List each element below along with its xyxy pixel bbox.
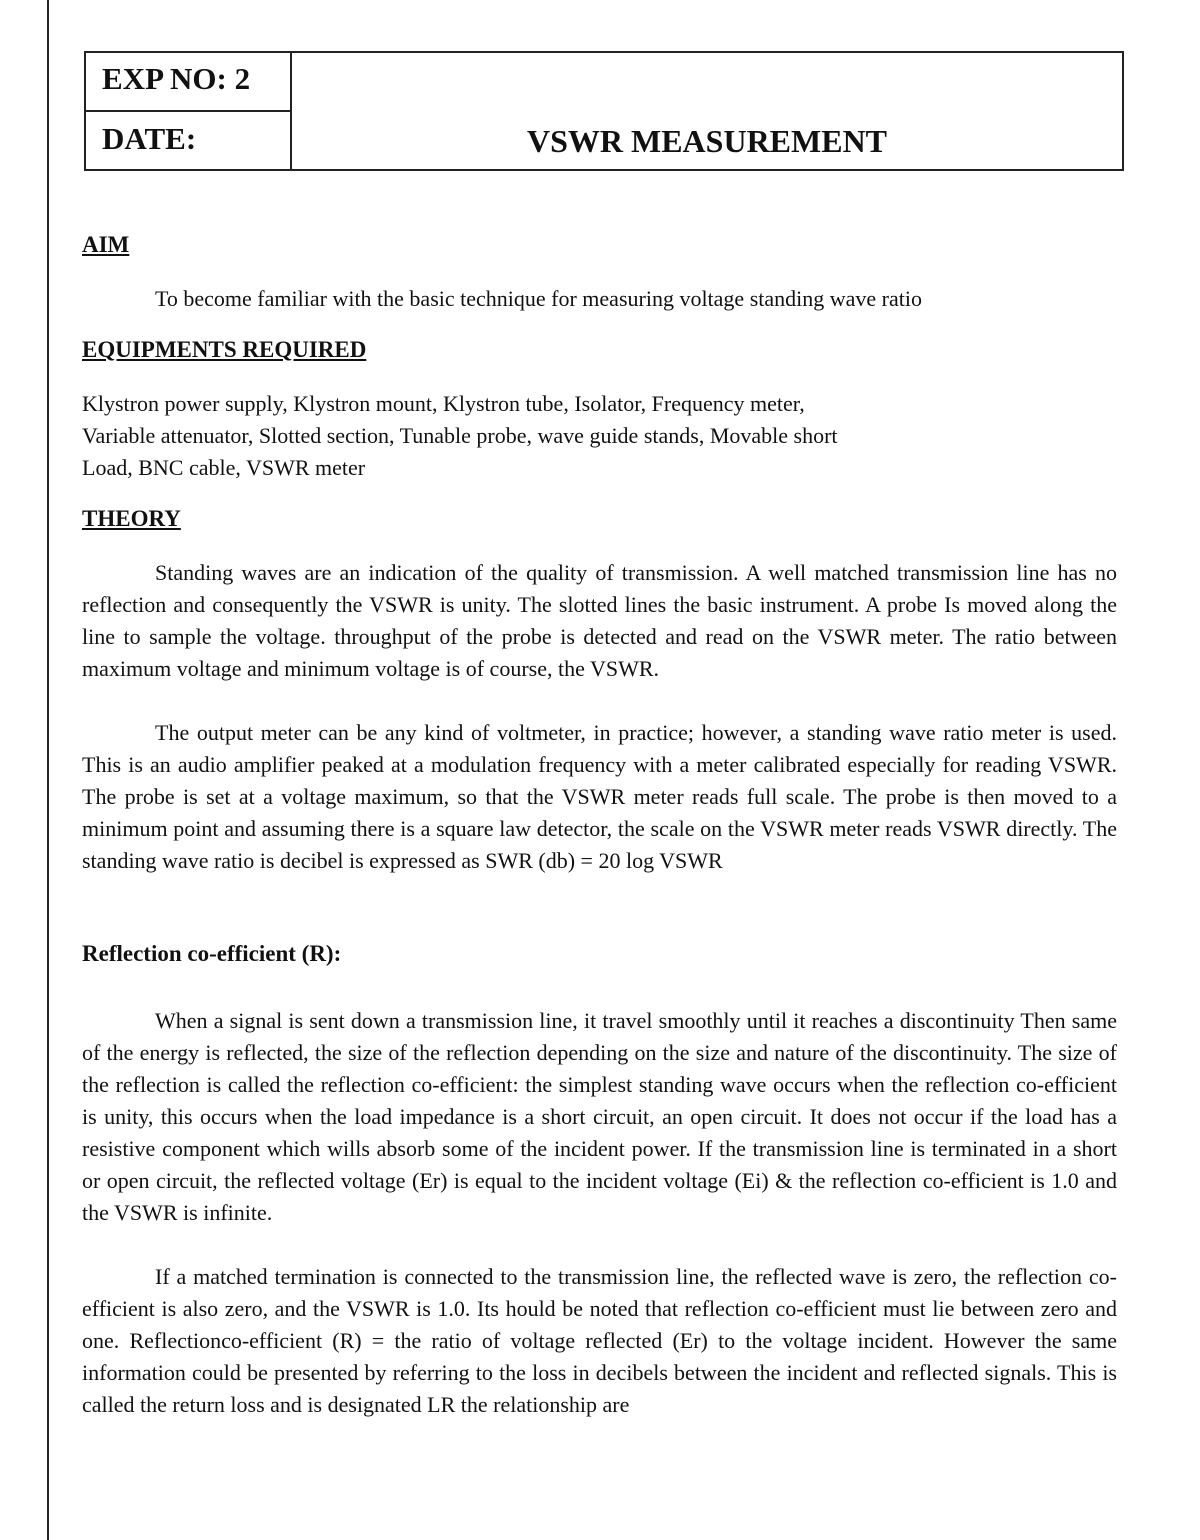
aim-text: To become familiar with the basic technique for measuring voltage standing wave ratio — [155, 286, 922, 311]
reflection-heading: Reflection co-efficient (R): — [82, 941, 342, 966]
date-label: DATE: — [102, 121, 197, 156]
aim-heading: AIM — [82, 232, 130, 257]
exp-number: EXP NO: 2 — [102, 61, 251, 96]
equipments-heading: EQUIPMENTS REQUIRED — [82, 337, 367, 362]
equipments-list — [82, 388, 1117, 484]
theory-heading: THEORY — [82, 506, 181, 531]
equipments-line: Load, BNC cable, VSWR meter — [82, 455, 366, 480]
header-table — [84, 51, 1124, 171]
header-divider-horizontal — [86, 110, 292, 112]
page-margin-line — [47, 0, 49, 1540]
document-title: VSWR MEASUREMENT — [526, 123, 888, 159]
reflection-paragraph-2: If a matched termination is connected to the transmission line, the reflected wave is zero, the reflection co-efficient is also zero, and the VSWR is 1.0. Its hould be noted that reflection co-efficient must lie between zero and one. Reflectionco-efficient (R) = the ratio of voltage reflected (Er) to the voltage incident. However the same information could be presented by referring to the loss in decibels between the incident and reflected signals. This is called the return loss and is designated LR the relationship are — [82, 1264, 1117, 1417]
reflection-paragraph-1: When a signal is sent down a transmission line, it travel smoothly until it reaches a discontinuity Then same of the energy is reflected, the size of the reflection depending on the size and nature of the discontinuity. The size of the reflection is called the reflection co-efficient: the simplest standing wave occurs when the reflection co-efficient is unity, this occurs when the load impedance is a short circuit, an open circuit. It does not occur if the load has a resistive component which wills absorb some of the incident power. If the transmission line is terminated in a short or open circuit, the reflected voltage (Er) is equal to the incident voltage (Ei) & the reflection co-efficient is 1.0 and the VSWR is infinite. — [82, 1008, 1117, 1225]
equipments-line: Variable attenuator, Slotted section, Tunable probe, wave guide stands, Movable short — [82, 423, 838, 448]
theory-paragraph-1: Standing waves are an indication of the quality of transmission. A well matched transmission line has no reflection and consequently the VSWR is unity. The slotted lines the basic instrument. A probe Is moved along the line to sample the voltage. throughput of the probe is detected and read on the VSWR meter. The ratio between maximum voltage and minimum voltage is of course, the VSWR. — [82, 560, 1117, 681]
equipments-line: Klystron power supply, Klystron mount, Klystron tube, Isolator, Frequency meter, — [82, 391, 805, 416]
theory-paragraph-2: The output meter can be any kind of voltmeter, in practice; however, a standing wave ratio meter is used. This is an audio amplifier peaked at a modulation frequency with a meter calibrated especially for reading VSWR. The probe is set at a voltage maximum, so that the VSWR meter reads full scale. The probe is then moved to a minimum point and assuming there is a square law detector, the scale on the VSWR meter reads VSWR directly. The standing wave ratio is decibel is expressed as SWR (db) = 20 log VSWR — [82, 720, 1117, 873]
